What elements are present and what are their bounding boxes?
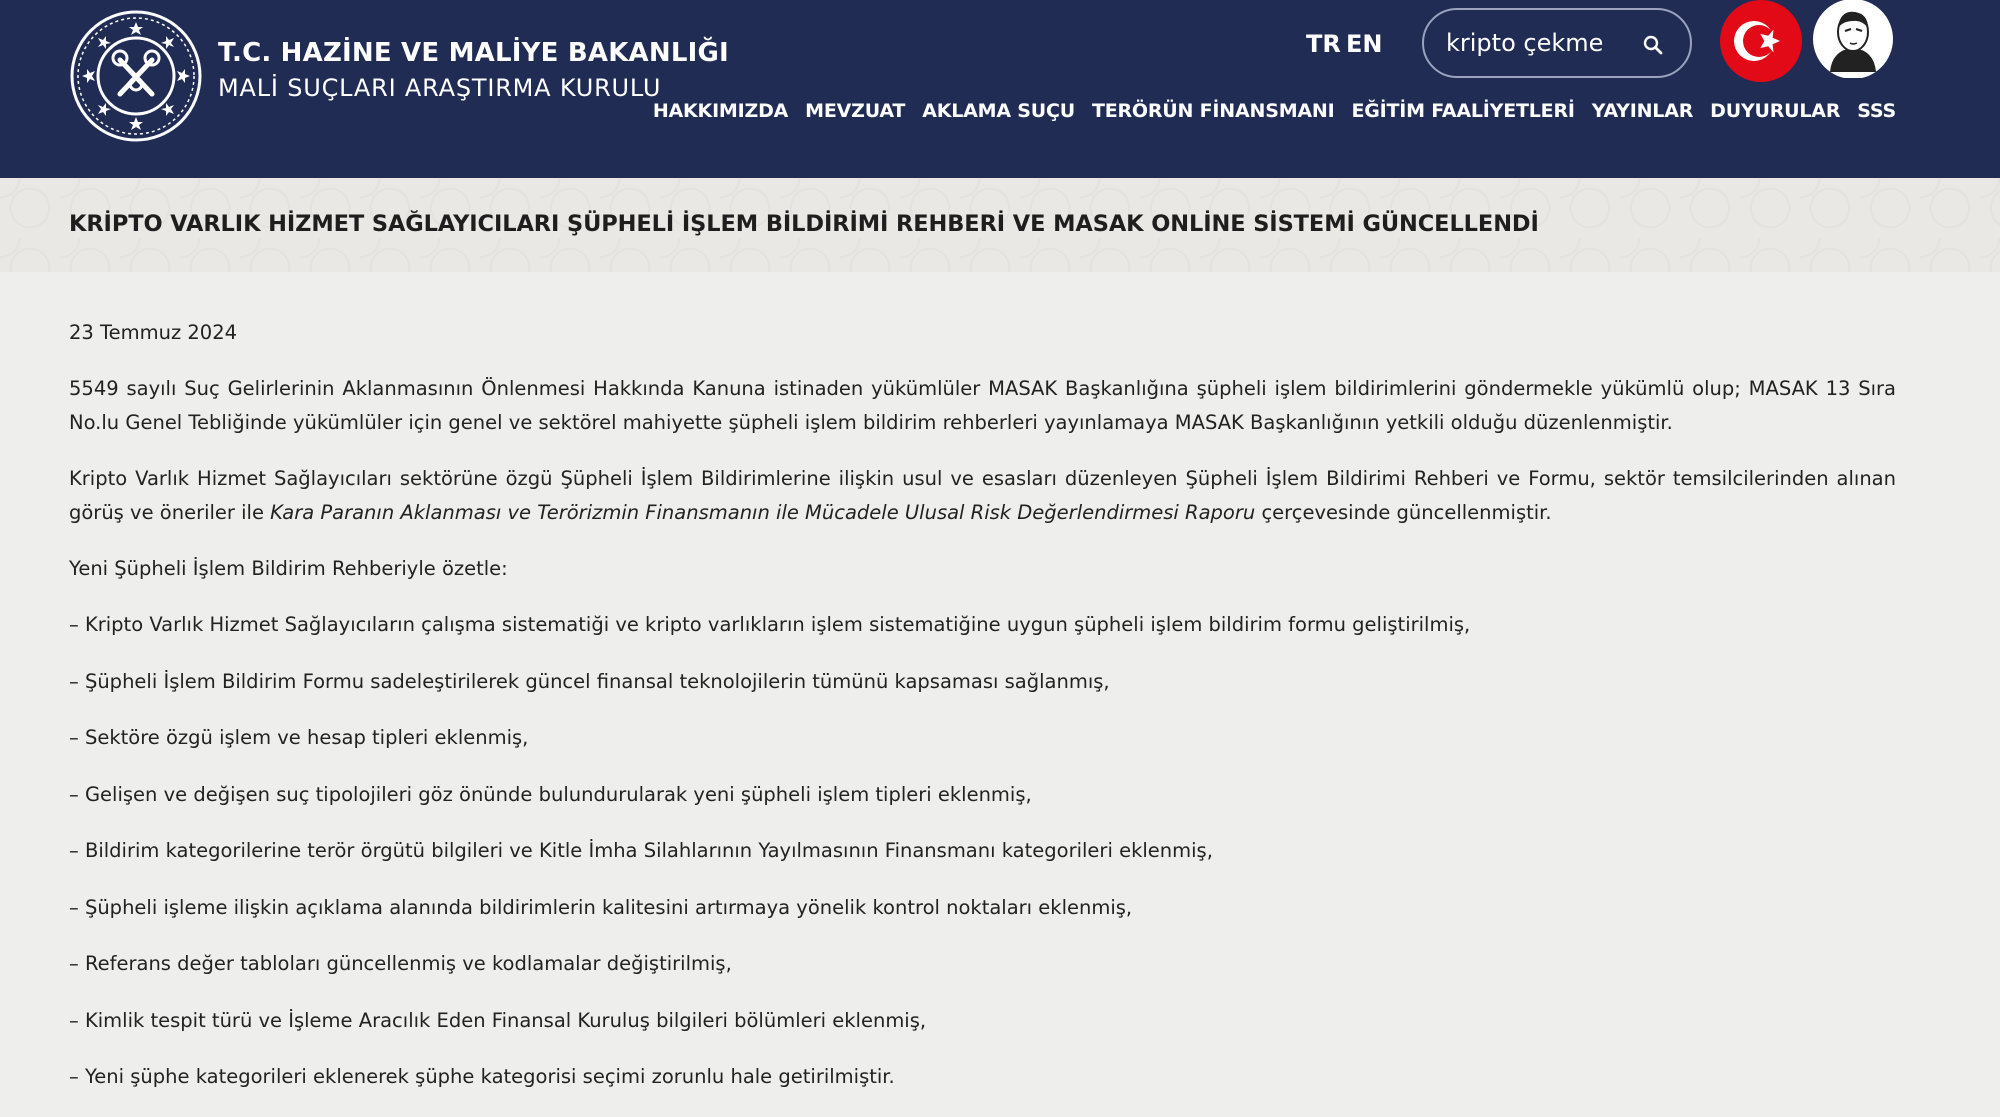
search-box	[1422, 8, 1692, 78]
nav-item-terorun-finansmani[interactable]: TERÖRÜN FİNANSMANI	[1091, 100, 1335, 122]
list-item: – Yeni şüphe kategorileri eklenerek şüphe kategorisi seçimi zorunlu hale getirilmiştir.	[69, 1065, 895, 1088]
list-item: – Kripto Varlık Hizmet Sağlayıcıların çalışma sistematiği ve kripto varlıkların işlem sistematiğine uygun şüpheli işlem bildirim formu geliştirilmiş,	[69, 613, 1471, 636]
search-icon[interactable]	[1642, 34, 1664, 56]
org-name-line1: T.C. HAZİNE VE MALİYE BAKANLIĞI	[218, 38, 729, 68]
list-item: – Bildirim kategorilerine terör örgütü bilgileri ve Kitle İmha Silahlarının Yayılmasının Finansmanı kategorileri eklenmiş,	[69, 839, 1213, 862]
page-title: KRİPTO VARLIK HİZMET SAĞLAYICILARI ŞÜPHELİ İŞLEM BİLDİRİMİ REHBERİ VE MASAK ONLİNE SİSTEMİ GÜNCELLENDİ	[69, 211, 1539, 237]
turkish-flag-icon[interactable]	[1718, 0, 1804, 82]
nav-item-mevzuat[interactable]: MEVZUAT	[805, 100, 906, 122]
nav-item-egitim-faaliyetleri[interactable]: EĞİTİM FAALİYETLERİ	[1351, 100, 1575, 122]
paragraph-2-text-start: Kripto Varlık Hizmet Sağlayıcıları sektörüne özgü Şüpheli İşlem Bildirimlerine ilişkin usul ve esasları düzenleyen Şüpheli İşlem Bildirimi Rehberi ve Formu, sektör temsilcilerinden alınan görüş ve öneriler ile	[69, 467, 1896, 524]
org-name[interactable]	[218, 38, 729, 102]
nav-item-aklama-sucu[interactable]: AKLAMA SUÇU	[922, 100, 1075, 122]
masak-seal-logo[interactable]	[68, 8, 204, 144]
article-content	[69, 316, 1896, 1117]
nav-item-duyurular[interactable]: DUYURULAR	[1710, 100, 1841, 122]
report-title: Kara Paranın Aklanması ve Terörizmin Finansmanın ile Mücadele Ulusal Risk Değerlendirmesi Raporu	[270, 501, 1256, 524]
article-paragraph-1: 5549 sayılı Suç Gelirlerinin Aklanmasının Önlenmesi Hakkında Kanuna istinaden yükümlüler MASAK Başkanlığına şüpheli işlem bildirimlerini göndermekle yükümlü olup; MASAK 13 Sıra No.lu Genel Tebliğinde yükümlüler için genel ve sektörel mahiyette şüpheli işlem bildirim rehberleri yayınlamaya MASAK Başkanlığının yetkili olduğu düzenlenmiştir.	[69, 377, 1896, 434]
ataturk-portrait-icon[interactable]	[1810, 0, 1896, 78]
nav-item-yayinlar[interactable]: YAYINLAR	[1591, 100, 1694, 122]
article-paragraph-2	[69, 462, 1896, 530]
org-name-line2: MALİ SUÇLARI ARAŞTIRMA KURULU	[218, 74, 662, 102]
list-item: – Kimlik tespit türü ve İşleme Aracılık Eden Finansal Kuruluş bilgileri bölümleri eklenmiş,	[69, 1008, 927, 1032]
paragraph-2-text-end: çerçevesinde güncellenmiştir.	[1255, 501, 1552, 524]
list-item: – Referans değer tabloları güncellenmiş ve kodlamalar değiştirilmiş,	[69, 952, 732, 975]
nav-item-sss[interactable]: SSS	[1857, 100, 1896, 122]
lang-en-link[interactable]: EN	[1346, 30, 1383, 58]
list-item: – Şüpheli işleme ilişkin açıklama alanında bildirimlerin kalitesini artırmaya yönelik kontrol noktaları eklenmiş,	[69, 895, 1133, 919]
list-item: – Gelişen ve değişen suç tipolojileri göz önünde bulundurularak yeni şüpheli işlem tipleri eklenmiş,	[69, 782, 1032, 806]
list-item: – Sektöre özgü işlem ve hesap tipleri eklenmiş,	[69, 726, 529, 749]
site-header	[0, 0, 2000, 178]
title-band	[0, 178, 2000, 272]
article-date: 23 Temmuz 2024	[69, 321, 238, 344]
nav-item-hakkimizda[interactable]: HAKKIMIZDA	[652, 100, 789, 122]
main-nav	[636, 100, 1896, 122]
search-input[interactable]	[1446, 26, 1636, 60]
list-item: – Şüpheli İşlem Bildirim Formu sadeleştirilerek güncel finansal teknolojilerin tümünü kapsaması sağlanmış,	[69, 669, 1110, 693]
article-paragraph-3: Yeni Şüpheli İşlem Bildirim Rehberiyle özetle:	[69, 557, 508, 580]
lang-tr-link[interactable]: TR	[1306, 30, 1341, 58]
